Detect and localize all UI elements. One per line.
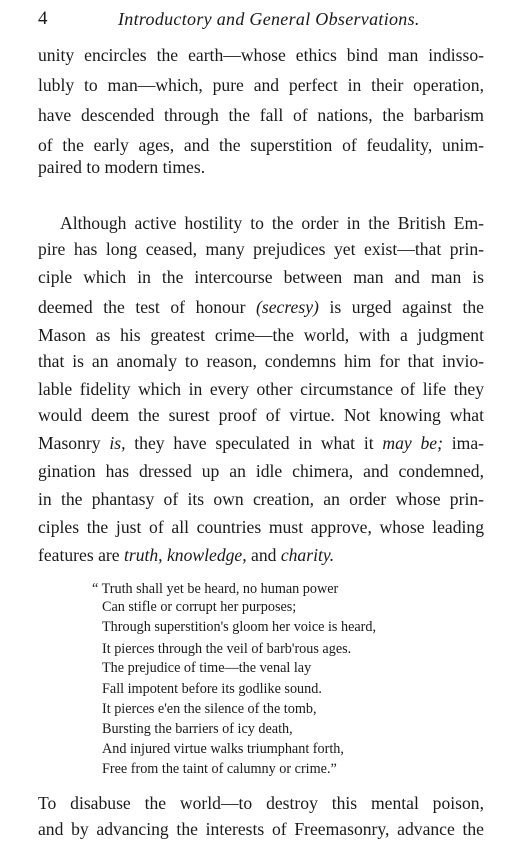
- text-line: and by advancing the interests of Freemasonry, advance the: [38, 819, 484, 839]
- verse-line: And injured virtue walks triumphant forth,: [102, 741, 344, 757]
- verse-line: The prejudice of time—the venal lay: [102, 660, 312, 676]
- verse-line: It pierces through the veil of barb'rous ages.: [102, 641, 352, 657]
- text-line: To disabuse the world—to destroy this mental poison,: [38, 793, 484, 813]
- text-run: they have speculated in what it: [125, 433, 383, 453]
- text-run: deemed the test of honour: [38, 297, 257, 317]
- text-line: [38, 296, 484, 318]
- text-line: pire has long ceased, many prejudices yet exist—that prin-: [38, 239, 484, 259]
- text-run: Masonry: [38, 433, 110, 453]
- emphasis-truth: truth,: [123, 545, 163, 565]
- text-line: Mason as his greatest crime—the world, with a judgment: [38, 325, 484, 345]
- text-line: paired to modern times.: [38, 157, 206, 177]
- text-line: of the early ages, and the superstition of feudality, unim-: [38, 135, 484, 155]
- running-title: Introductory and General Observations.: [118, 9, 420, 29]
- text-line: lable fidelity which in every other circumstance of life they: [38, 379, 484, 399]
- text-line: lubly to man—which, pure and perfect in their operation,: [38, 75, 484, 95]
- text-line: that is an anomaly to reason, condemns him for that invio-: [38, 351, 484, 371]
- text-line: would deem the surest proof of virtue. Not knowing what: [38, 405, 484, 425]
- text-line: gination has dressed up an idle chimera, and condemned,: [38, 461, 484, 481]
- page-header: [0, 8, 518, 34]
- text-line: ciple which in the intercourse between man and man is: [38, 267, 484, 287]
- emphasis-knowledge: knowledge,: [166, 545, 247, 565]
- verse-line: Fall impotent before its godlike sound.: [102, 681, 322, 697]
- emphasis-may-be: may be;: [382, 433, 443, 453]
- text-run: is urged against the: [318, 297, 484, 317]
- text-line: [38, 432, 484, 454]
- verse-line: “ Truth shall yet be heard, no human power: [92, 581, 339, 597]
- text-run: and: [246, 545, 281, 565]
- text-line: unity encircles the earth—whose ethics bind man indisso-: [38, 45, 484, 65]
- text-run: ima-: [442, 433, 484, 453]
- verse-line: Can stifle or corrupt her purposes;: [102, 599, 297, 615]
- verse-line: Bursting the barriers of icy death,: [102, 721, 293, 737]
- verse-line: Free from the taint of calumny or crime.”: [102, 761, 337, 777]
- page-number: 4: [38, 8, 48, 29]
- text-run: features are: [38, 545, 124, 565]
- text-line: ciples the just of all countries must approve, whose leading: [38, 517, 484, 537]
- verse-line: It pierces e'en the silence of the tomb,: [102, 701, 317, 717]
- text-line: have descended through the fall of nations, the barbarism: [38, 105, 484, 125]
- emphasis-is: is,: [109, 433, 126, 453]
- text-line: in the phantasy of its own creation, an order whose prin-: [38, 489, 484, 509]
- text-line: [38, 544, 484, 566]
- verse-line: Through superstition's gloom her voice is heard,: [102, 619, 377, 635]
- emphasis-secresy: (secresy): [256, 297, 319, 317]
- emphasis-charity: charity.: [280, 545, 335, 565]
- text-line: Although active hostility to the order in the British Em-: [60, 213, 484, 233]
